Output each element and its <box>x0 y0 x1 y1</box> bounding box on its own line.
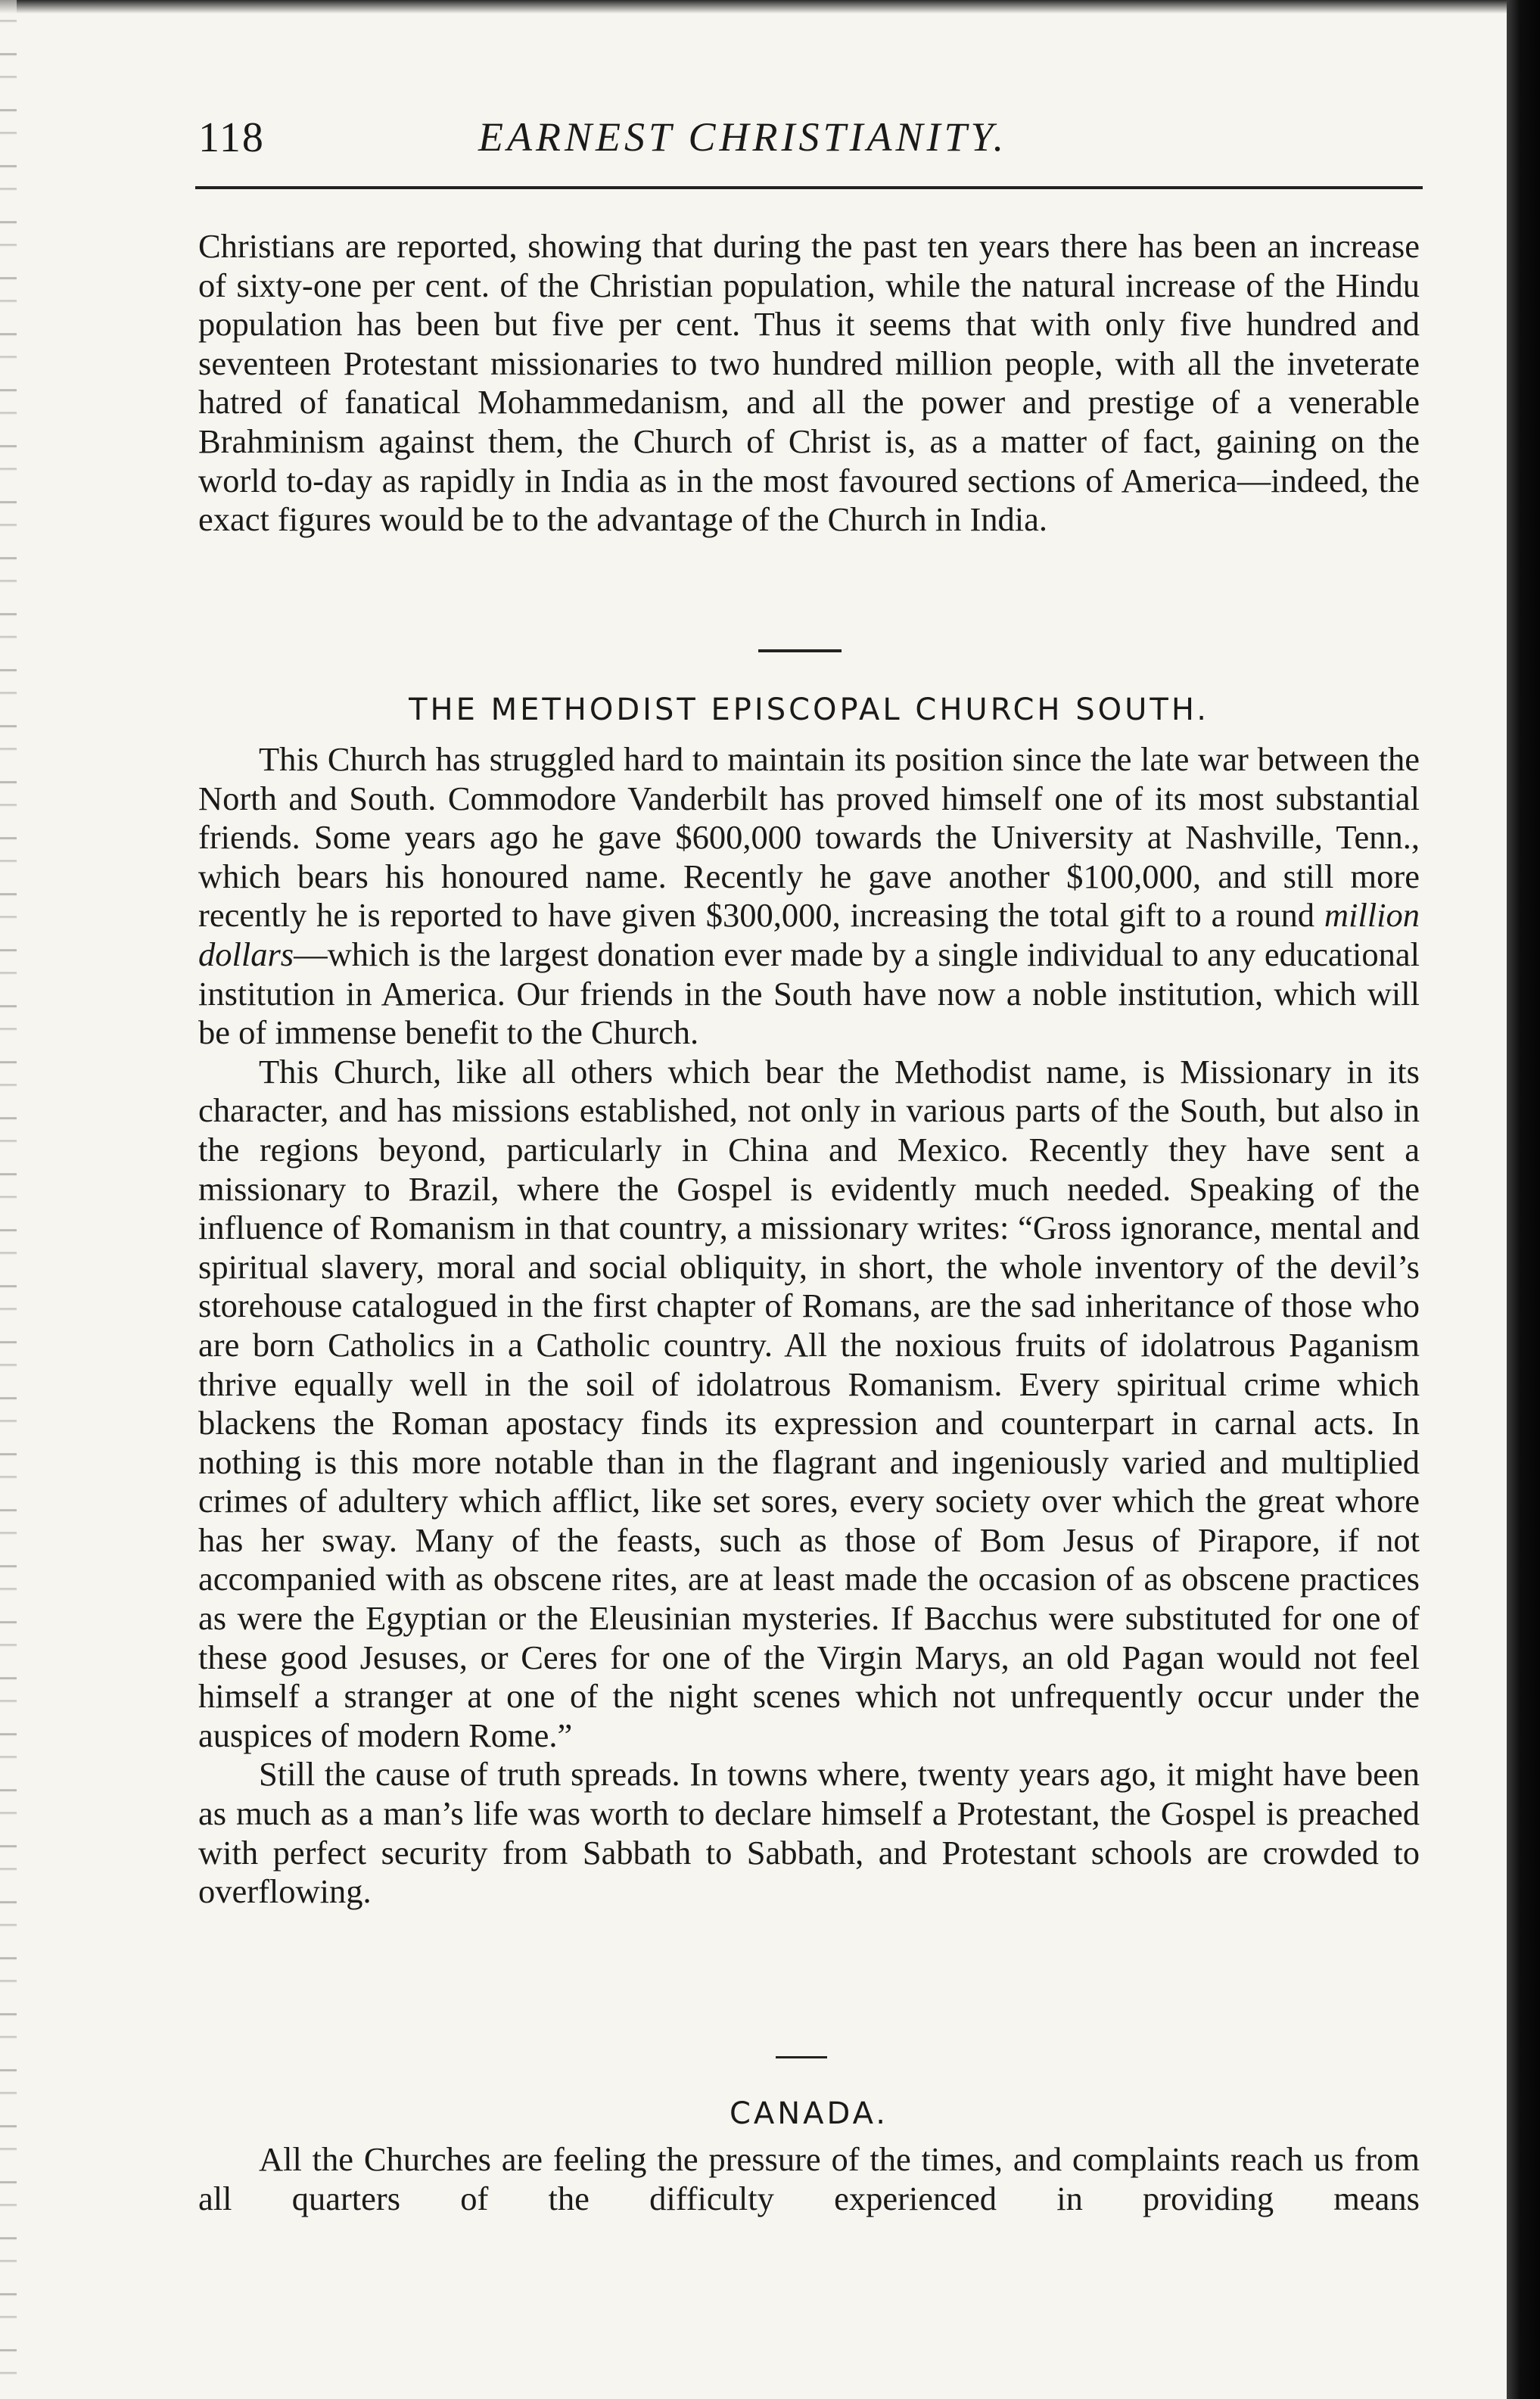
left-margin-edge <box>0 0 17 2399</box>
section-divider <box>758 649 842 652</box>
canada-heading: CANADA. <box>729 2096 889 2131</box>
canada-section <box>198 2140 1420 2218</box>
methodist-p1-text-end: —which is the largest donation ever made by a single individual to any educational institution in America. Our friends in the South have now a noble institution, which will be of immense benefit to the Church. <box>198 935 1420 1052</box>
section-divider-2 <box>776 2056 827 2058</box>
page-top-edge <box>0 0 1540 14</box>
running-title: EARNEST CHRISTIANITY. <box>478 114 1008 160</box>
methodist-p1-italic: million dollars <box>198 896 1420 973</box>
methodist-paragraph-2: This Church, like all others which bear the Methodist name, is Missionary in its character, and has missions established, not only in various parts of the South, but also in the regions beyond, particularly in China and Mexico. Recently they have sent a missionary to Brazil, where the Gospel is evidently much needed. Speaking of the influence of Romanism in that country, a missionary writes: “Gross ignorance, mental and spiritual slavery, moral and social obliquity, in short, the whole inventory of the devil’s storehouse catalogued in the first chapter of Romans, are the sad inheritance of those who are born Catholics in a Catholic country. All the noxious fruits of idolatrous Paganism thrive equally well in the soil of idolatrous Romanism. Every spiritual crime which blackens the Roman apostacy finds its expression and counterpart in carnal acts. In nothing is this more notable than in the flagrant and ingeniously varied and multiplied crimes of adultery which afflict, like set sores, every society over which the great whore has her sway. Many of the feasts, such as those of Bom Jesus of Pirapore, if not accompanied with as obscene rites, are at least made the occasion of as obscene practices as were the Egyptian or the Eleusinian mysteries. If Bacchus were substituted for one of these good Jesuses, or Ceres for one of the Virgin Marys, an old Pagan would not feel himself a stranger at one of the night scenes which not unfrequently occur under the auspices of modern Rome.” <box>198 1052 1420 1754</box>
intro-paragraph: Christians are reported, showing that during the past ten years there has been an increase of sixty-one per cent. of the Christian population, while the natural increase of the Hindu population has been but five per cent. Thus it seems that with only five hundred and seventeen Protestant missionaries to two hundred million people, with all the inveterate hatred of fanatical Mohammedanism, and all the power and prestige of a venerable Brahminism against them, the Church of Christ is, as a matter of fact, gaining on the world to-day as rapidly in India as in the most favoured sections of America—indeed, the exact figures would be to the advantage of the Church in India. <box>198 227 1420 539</box>
page-number: 118 <box>198 114 265 161</box>
intro-section <box>198 227 1420 540</box>
header-rule <box>195 186 1423 189</box>
methodist-section <box>198 740 1420 1912</box>
canada-paragraph-1: All the Churches are feeling the pressure of the times, and complaints reach us from all quarters of the difficulty experienced in providing means <box>198 2140 1420 2217</box>
running-head <box>198 114 1420 182</box>
methodist-paragraph-1 <box>198 740 1420 1053</box>
methodist-p1-text: This Church has struggled hard to maintain its position since the late war between the North and South. Commodore Vanderbilt has proved himself one of its most substantial friends. Some years ago he gave $600,000 towards the University at Nashville, Tenn., which bears his honoured name. Recently he gave another $100,000, and still more recently he is reported to have given $300,000, increasing the total gift to a round <box>198 740 1420 935</box>
binding-edge <box>1507 0 1540 2399</box>
methodist-paragraph-3: Still the cause of truth spreads. In towns where, twenty years ago, it might have been as much as a man’s life was worth to declare himself a Protestant, the Gospel is preached with perfect security from Sabbath to Sabbath, and Protestant schools are crowded to overflowing. <box>198 1755 1420 1911</box>
methodist-heading: THE METHODIST EPISCOPAL CHURCH SOUTH. <box>409 692 1209 727</box>
